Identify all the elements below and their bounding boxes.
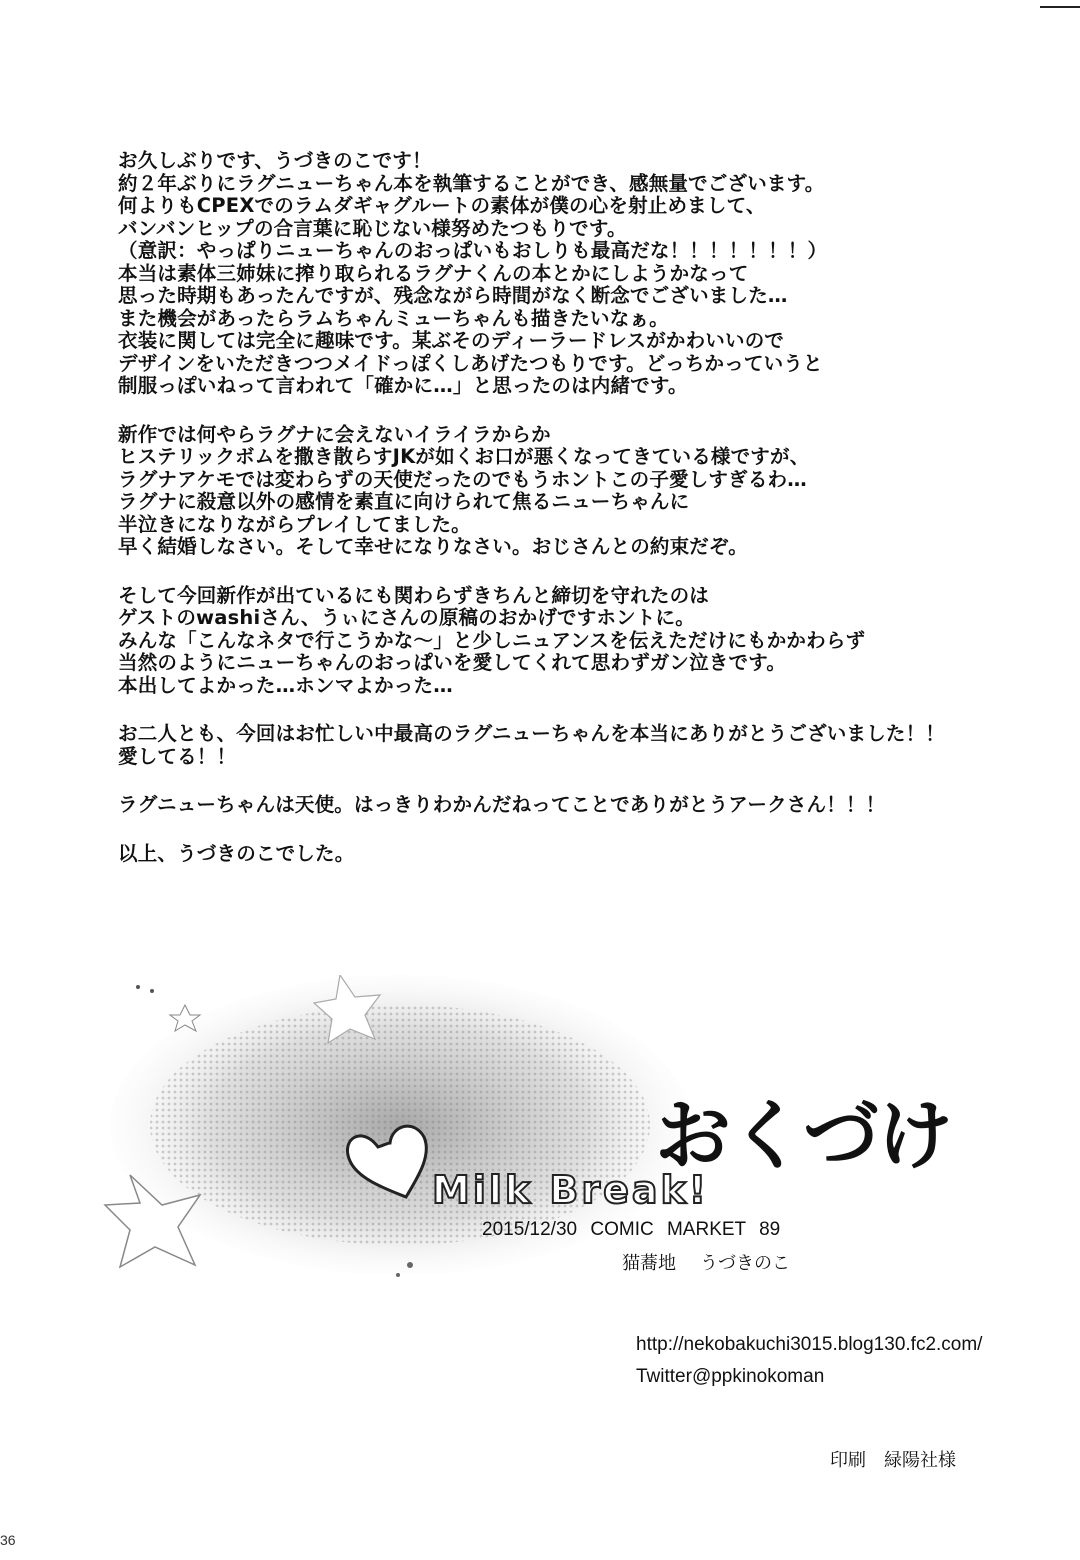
text-line: 本出してよかった…ホンマよかった… bbox=[118, 673, 453, 697]
text-line: お久しぶりです、うづきのこです！ bbox=[118, 149, 432, 172]
text-line: 当然のようにニューちゃんのおっぱいを愛してくれて思わずガン泣きです。 bbox=[118, 651, 787, 674]
stars-heart-illustration bbox=[100, 975, 720, 1295]
afterword-text bbox=[118, 150, 1018, 891]
text-line: 半泣きになりながらプレイしてました。 bbox=[118, 512, 471, 536]
text-line: 何よりもCPEXでのラムダギャグルートの素体が僕の心を射止めまして、 bbox=[118, 194, 766, 217]
paragraph-4 bbox=[118, 723, 1018, 768]
paragraph-2 bbox=[118, 424, 1018, 559]
text-line: 新作では何やらラグナに会えないイライラからか bbox=[118, 422, 551, 446]
printer-label: 印刷 bbox=[830, 1450, 866, 1471]
text-line: ヒステリックボムを撒き散らすJKが如くお口が悪くなってきている様ですが、 bbox=[118, 445, 810, 468]
twitter-handle: Twitter@ppkinokoman bbox=[636, 1366, 825, 1387]
text-line: また機会があったらラムちゃんミューちゃんも描きたいなぁ。 bbox=[118, 306, 669, 330]
text-line: ラグナに殺意以外の感情を素直に向けられて焦るニューちゃんに bbox=[118, 490, 690, 513]
circle-name: 猫蕎地 bbox=[622, 1253, 676, 1274]
paragraph-6 bbox=[118, 843, 1018, 866]
text-line: 早く結婚しなさい。そして幸せになりなさい。おじさんとの約束だぞ。 bbox=[118, 535, 749, 558]
crop-mark bbox=[1040, 6, 1080, 8]
printer-credit-line bbox=[830, 1446, 974, 1472]
author-name: うづきのこ bbox=[700, 1253, 790, 1274]
text-line: 本当は素体三姉妹に搾り取られるラグナくんの本とかにしようかなって bbox=[118, 261, 749, 285]
text-line: 制服っぽいねって言われて「確かに…」と思ったのは内緒です。 bbox=[118, 374, 688, 397]
text-line: 約２年ぶりにラグニューちゃん本を執筆することができ、感無量でございます。 bbox=[118, 171, 825, 195]
paragraph-1 bbox=[118, 150, 1018, 398]
text-line: 以上、うづきのこでした。 bbox=[118, 841, 355, 865]
colophon-heading: おくづけ bbox=[655, 1091, 951, 1180]
text-line: ラグナアケモでは変わらずの天使だったのでもうホントこの子愛しすぎるわ… bbox=[118, 467, 807, 491]
text-line: ゲストのwashiさん、うぃにさんの原稿のおかげですホントに。 bbox=[118, 606, 695, 629]
paragraph-3 bbox=[118, 585, 1018, 698]
text-line: デザインをいただきつつメイドっぽくしあげたつもりです。どっちかっていうと bbox=[118, 351, 823, 375]
text-line: （意訳：やっぱりニューちゃんのおっぱいもおしりも最高だな！！！！！！！） bbox=[118, 239, 828, 262]
text-line: バンバンヒップの合言葉に恥じない様努めたつもりです。 bbox=[118, 216, 627, 240]
event-info: 2015/12/30 COMIC MARKET 89 bbox=[482, 1219, 781, 1240]
paragraph-5 bbox=[118, 794, 1018, 817]
website-url: http://nekobakuchi3015.blog130.fc2.com/ bbox=[636, 1334, 983, 1355]
text-line: 思った時期もあったんですが、残念ながら時間がなく断念でございました… bbox=[118, 284, 788, 307]
text-line: お二人とも、今回はお忙しい中最高のラグニューちゃんを本当にありがとうございました！！ bbox=[118, 722, 946, 745]
text-line: そして今回新作が出ているにも関わらずきちんと締切を守れたのは bbox=[118, 583, 710, 607]
page-number: 36 bbox=[0, 1532, 16, 1548]
book-title: Milk Break! bbox=[432, 1168, 710, 1212]
text-line: みんな「こんなネタで行こうかな～」と少しニュアンスを伝えただけにもかかわらず bbox=[118, 628, 866, 652]
printer-name: 緑陽社様 bbox=[884, 1450, 956, 1471]
text-line: 衣装に関しては完全に趣味です。某ぶそのディーラードレスがかわいいので bbox=[118, 329, 785, 352]
circle-info bbox=[622, 1249, 814, 1275]
text-line: 愛してる！！ bbox=[118, 744, 237, 768]
text-line: ラグニューちゃんは天使。はっきりわかんだねってことでありがとうアークさん！！！ bbox=[118, 793, 886, 816]
